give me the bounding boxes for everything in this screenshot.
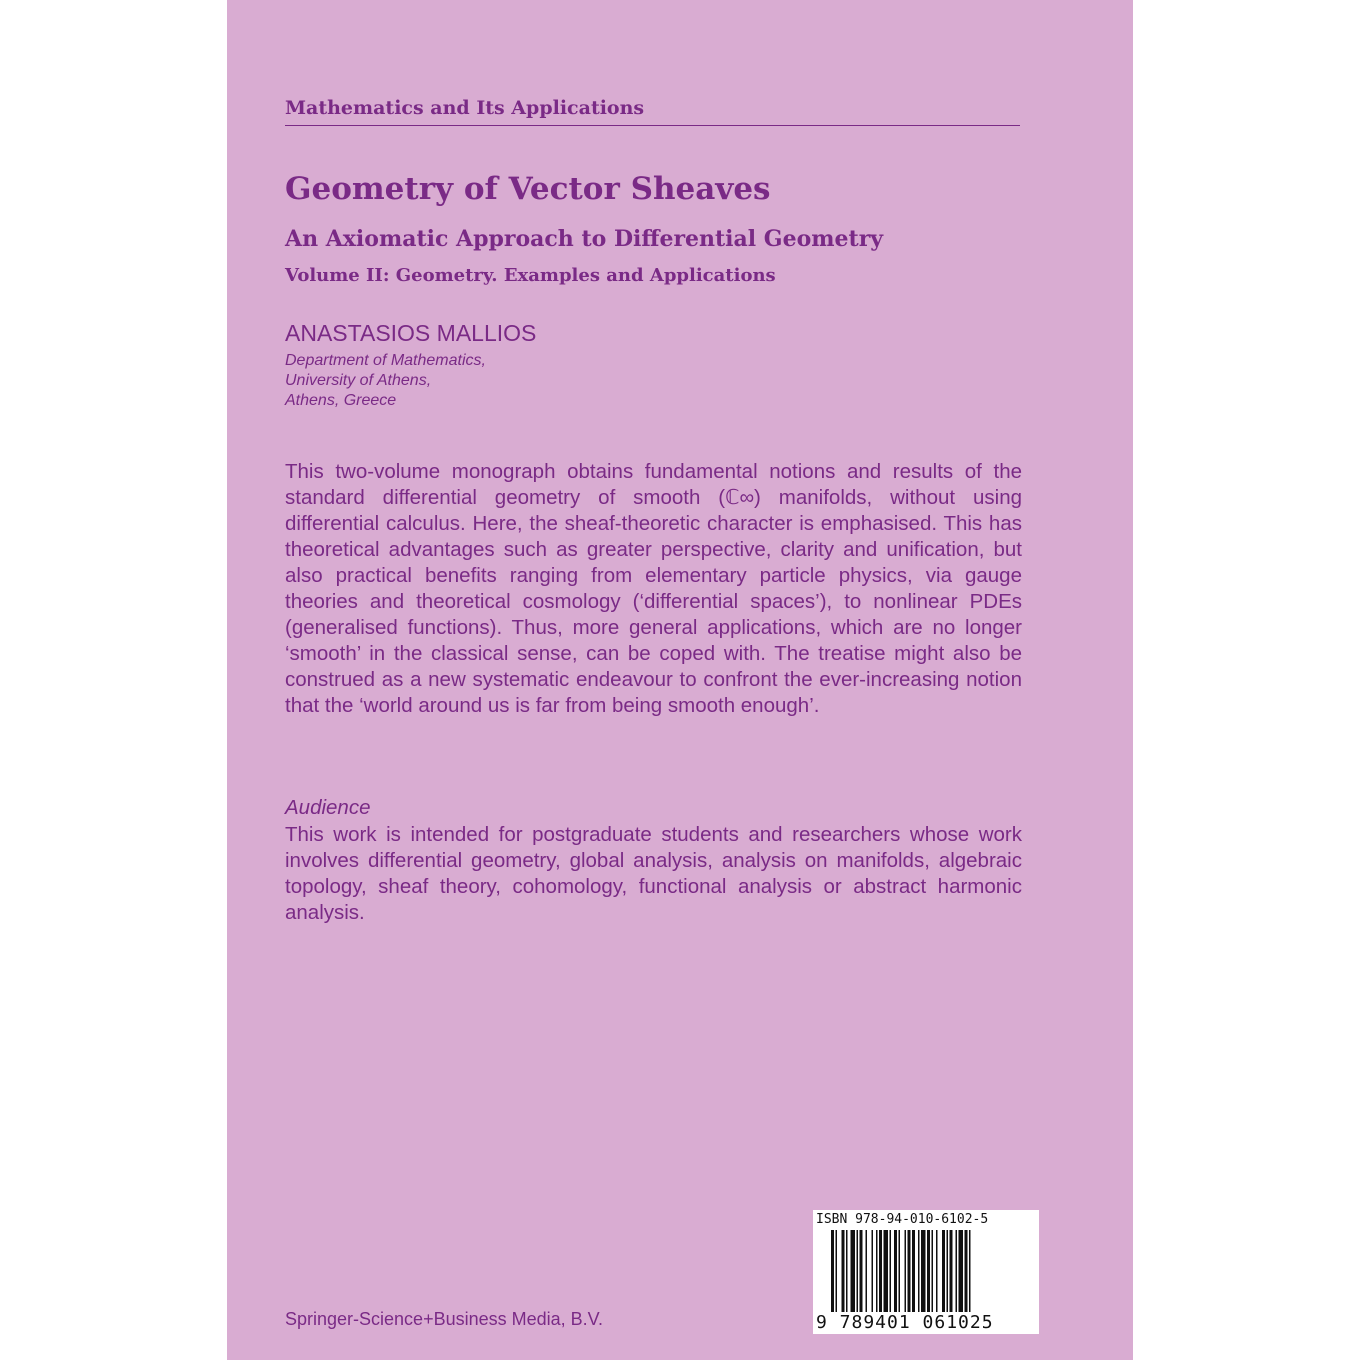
barcode-bar [932, 1230, 934, 1312]
barcode-digits: 9 789401 061025 [816, 1312, 994, 1333]
author-affiliation [285, 351, 486, 411]
barcode-bar [936, 1230, 938, 1312]
barcode-bar [956, 1230, 958, 1312]
book-description: This two-volume monograph obtains fundamental notions and results of the standard differential geometry of smooth (ℂ∞) manifolds, without using differential calculus. Here, the sheaf-theoretic character is emphasised. This has theoretical advantages such as greater perspective, clarity and unification, but also practical benefits ranging from elementary particle physics, via gauge theories and theoretical cosmology (‘differential spaces’), to nonlinear PDEs (generalised functions). Thus, more general applications, which are no longer ‘smooth’ in the classical sense, can be coped with. The treatise might also be construed as a new systematic endeavour to confront the ever-increasing notion that the ‘world around us is far from being smooth enough’. [285, 460, 1022, 717]
barcode-bar [921, 1230, 926, 1312]
affiliation-line: Athens, Greece [285, 392, 397, 409]
book-subtitle: An Axiomatic Approach to Differential Geometry [285, 226, 884, 252]
barcode-bar [918, 1230, 920, 1312]
barcode-bar [969, 1230, 971, 1312]
barcode-bar [905, 1230, 907, 1312]
affiliation-line: University of Athens, [285, 372, 432, 389]
barcode-bar [866, 1230, 868, 1312]
barcode-bar [842, 1230, 845, 1312]
barcode-bars [831, 1230, 1021, 1312]
barcode-bar [908, 1230, 911, 1312]
volume-label: Volume II: Geometry. Examples and Applications [285, 265, 776, 286]
publisher-name: Springer-Science+Business Media, B.V. [285, 1309, 604, 1329]
isbn-label: ISBN 978-94-010-6102-5 [816, 1212, 989, 1227]
barcode-bar [894, 1230, 897, 1312]
series-name: Mathematics and Its Applications [285, 97, 645, 119]
barcode-bar [851, 1230, 856, 1312]
barcode-bar [890, 1230, 892, 1312]
book-title: Geometry of Vector Sheaves [285, 171, 771, 207]
barcode-bar [860, 1230, 863, 1312]
barcode-bar [872, 1230, 874, 1312]
barcode-bar [959, 1230, 964, 1312]
barcode-bar [831, 1230, 834, 1312]
barcode-bar [836, 1230, 838, 1312]
barcode-bar [927, 1230, 930, 1312]
barcode-bar [884, 1230, 889, 1312]
barcode-bar [899, 1230, 901, 1312]
barcode-bar [947, 1230, 949, 1312]
barcode-bar [912, 1230, 915, 1312]
barcode-bar [965, 1230, 968, 1312]
series-divider [285, 125, 1020, 126]
audience-text: This work is intended for postgraduate students and researchers whose work involves differential geometry, global analysis, analysis on manifolds, algebraic topology, sheaf theory, cohomology, functional analysis or abstract harmonic analysis. [285, 823, 1022, 924]
book-back-cover [227, 0, 1133, 1360]
affiliation-line: Department of Mathematics, [285, 352, 486, 369]
barcode-bar [950, 1230, 953, 1312]
author-name: ANASTASIOS MALLIOS [285, 320, 537, 346]
barcode-bar [857, 1230, 859, 1312]
barcode-bar [942, 1230, 945, 1312]
barcode-bar [879, 1230, 882, 1312]
barcode-bar [876, 1230, 878, 1312]
isbn-barcode [813, 1210, 1039, 1334]
audience-heading: Audience [285, 796, 371, 819]
barcode-bar [846, 1230, 848, 1312]
